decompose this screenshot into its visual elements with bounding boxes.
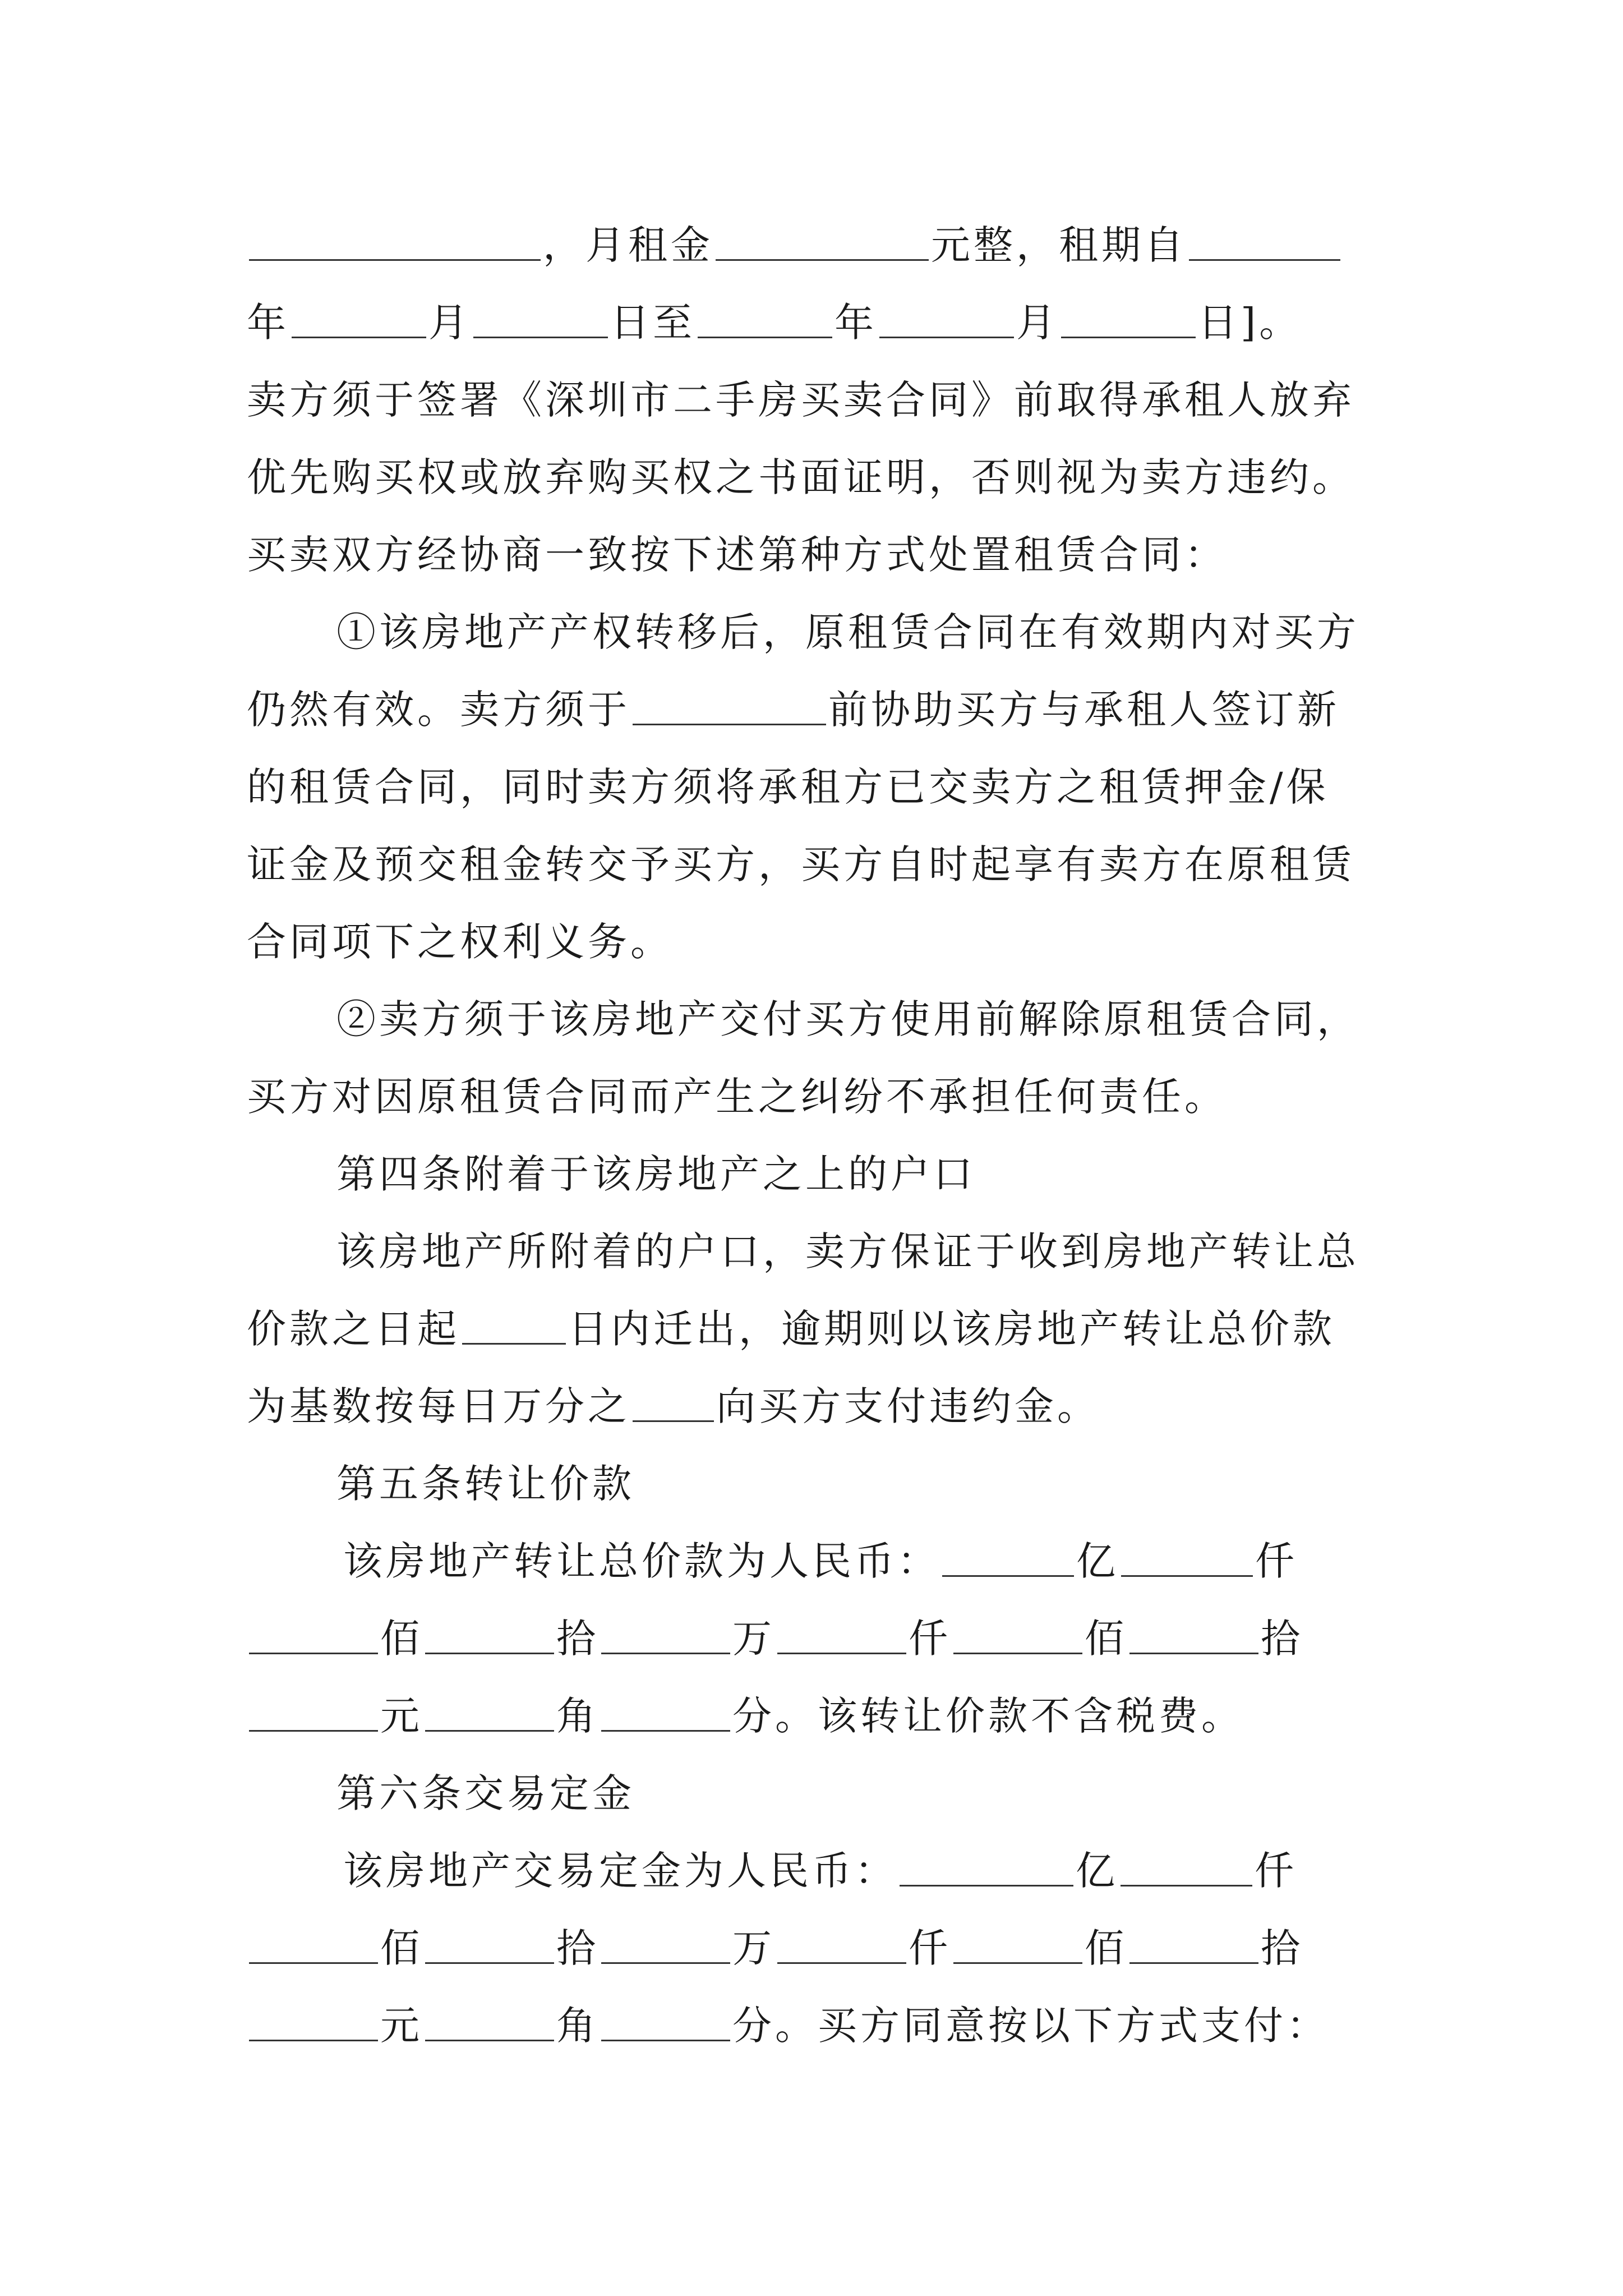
text-segment: 万: [732, 1616, 775, 1662]
price-amount-line: [247, 1608, 1402, 1669]
blank-field[interactable]: [425, 2005, 554, 2041]
text-segment: 前协助买方与承租人签订新: [828, 687, 1340, 733]
text-segment: 角: [556, 2003, 599, 2049]
text-segment: 佰: [1085, 1925, 1127, 1971]
blank-field[interactable]: [1129, 1927, 1258, 1964]
blank-field[interactable]: [425, 1695, 554, 1732]
blank-field[interactable]: [425, 1618, 554, 1654]
text-segment: 元: [380, 2003, 423, 2049]
text-segment: 元整，租期自: [931, 222, 1187, 268]
text-segment: 亿: [1076, 1848, 1118, 1894]
blank-field[interactable]: [601, 1927, 730, 1964]
blank-field[interactable]: [249, 1695, 378, 1732]
blank-field[interactable]: [777, 1618, 906, 1654]
text-segment: 向买方支付违约金。: [716, 1383, 1100, 1429]
article-4-heading: 第四条附着于该房地产之上的户口: [336, 1151, 976, 1197]
body-text-line: 买卖双方经协商一致按下述第种方式处置租赁合同：: [247, 532, 1227, 578]
text-segment: 拾: [1261, 1616, 1303, 1662]
blank-field[interactable]: [633, 1386, 714, 1422]
text-segment: 分。该转让价款不含税费。: [732, 1693, 1244, 1739]
text-segment: 年: [247, 300, 289, 346]
text-segment: 仟: [1255, 1538, 1298, 1584]
body-text-line: 卖方须于签署《深圳市二手房买卖合同》前取得承租人放弃: [247, 377, 1355, 423]
body-text-line: 该房地产所附着的户口，卖方保证于收到房地产转让总: [336, 1228, 1359, 1274]
rent-term-line: [247, 214, 1402, 276]
blank-field[interactable]: [942, 1540, 1074, 1577]
price-amount-line: [247, 1685, 1402, 1747]
body-text-line: [247, 679, 1402, 740]
text-segment: 佰: [380, 1616, 423, 1662]
blank-field[interactable]: [900, 1850, 1073, 1887]
text-segment: 拾: [556, 1925, 599, 1971]
body-text-line: 买方对因原租赁合同而产生之纠纷不承担任何责任。: [247, 1074, 1227, 1120]
blank-field[interactable]: [1121, 1850, 1252, 1887]
body-text-line: [247, 1298, 1402, 1360]
body-text-line: [247, 1375, 1402, 1437]
blank-field[interactable]: [716, 224, 929, 261]
text-segment: 日内迁出，逾期则以该房地产转让总价款: [568, 1306, 1335, 1352]
body-text-line: 合同项下之权利义务。: [247, 919, 673, 965]
blank-field[interactable]: [633, 689, 826, 725]
text-segment: 价款之日起: [247, 1306, 460, 1352]
text-segment: 佰: [1085, 1616, 1127, 1662]
text-segment: 角: [556, 1693, 599, 1739]
total-price-line: [343, 1530, 1498, 1592]
text-segment: 拾: [1261, 1925, 1303, 1971]
text-segment: 为基数按每日万分之: [247, 1383, 630, 1429]
text-segment: 拾: [556, 1616, 599, 1662]
blank-field[interactable]: [879, 302, 1014, 338]
blank-field[interactable]: [698, 302, 832, 338]
text-segment: 年: [834, 300, 877, 346]
body-text-line: 的租赁合同，同时卖方须将承租方已交卖方之租赁押金/保: [247, 764, 1329, 810]
body-text-line: 优先购买权或放弃购买权之书面证明，否则视为卖方违约。: [247, 454, 1355, 500]
body-text-line: 证金及预交租金转交予买方，买方自时起享有卖方在原租赁: [247, 841, 1355, 887]
text-segment: 亿: [1076, 1538, 1119, 1584]
text-segment: 万: [732, 1925, 775, 1971]
blank-field[interactable]: [425, 1927, 554, 1964]
blank-field[interactable]: [1129, 1618, 1258, 1654]
option-two-line: ②卖方须于该房地产交付买方使用前解除原租赁合同，: [336, 996, 1359, 1042]
blank-field[interactable]: [473, 302, 608, 338]
text-segment: 日至: [610, 300, 695, 346]
text-segment: 佰: [380, 1925, 423, 1971]
blank-field[interactable]: [462, 1308, 566, 1345]
text-segment: 仟: [1255, 1848, 1297, 1894]
text-segment: 仍然有效。卖方须于: [247, 687, 630, 733]
blank-field[interactable]: [601, 1695, 730, 1732]
blank-field[interactable]: [249, 1618, 378, 1654]
text-segment: 仟: [909, 1925, 951, 1971]
text-segment: 仟: [909, 1616, 951, 1662]
blank-field[interactable]: [249, 1927, 378, 1964]
text-segment: 该房地产交易定金为人民币：: [343, 1848, 897, 1894]
rent-period-line: [247, 292, 1402, 353]
text-segment: 月: [1016, 300, 1059, 346]
option-one-line: ①该房地产产权转移后，原租赁合同在有效期内对买方: [336, 609, 1359, 655]
blank-field[interactable]: [601, 2005, 730, 2041]
text-segment: 该房地产转让总价款为人民币：: [343, 1538, 940, 1584]
blank-field[interactable]: [249, 2005, 378, 2041]
text-segment: 元: [380, 1693, 423, 1739]
deposit-amount-line: [247, 1917, 1402, 1979]
text-segment: ，月租金: [543, 222, 713, 268]
blank-field[interactable]: [953, 1927, 1082, 1964]
blank-field[interactable]: [777, 1927, 906, 1964]
text-segment: 日]。: [1198, 300, 1302, 346]
article-5-heading: 第五条转让价款: [336, 1461, 635, 1507]
blank-field[interactable]: [292, 302, 426, 338]
deposit-line: [343, 1840, 1498, 1902]
blank-field[interactable]: [249, 224, 541, 261]
blank-field[interactable]: [953, 1618, 1082, 1654]
blank-field[interactable]: [1189, 224, 1340, 261]
deposit-amount-line: [247, 1995, 1402, 2056]
article-6-heading: 第六条交易定金: [336, 1770, 635, 1816]
text-segment: 分。买方同意按以下方式支付：: [732, 2003, 1329, 2049]
blank-field[interactable]: [1061, 302, 1196, 338]
text-segment: 月: [428, 300, 471, 346]
blank-field[interactable]: [601, 1618, 730, 1654]
blank-field[interactable]: [1121, 1540, 1253, 1577]
